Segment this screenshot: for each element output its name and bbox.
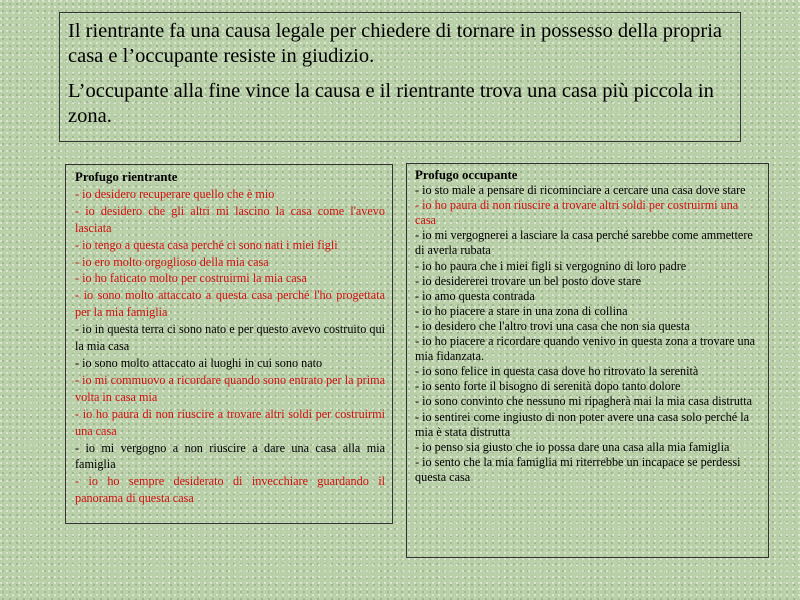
returning-refugee-statement: - io ho sempre desiderato di invecchiare guardando il panorama di questa casa: [75, 474, 385, 506]
intro-paragraph: L’occupante alla fine vince la causa e il rientrante trova una casa più piccola in zona.: [68, 80, 714, 127]
returning-refugee-title: Profugo rientrante: [75, 170, 178, 184]
occupying-refugee-statement: - io ho piacere a ricordare quando venivo in questa zona a trovare una mia fidanzata.: [415, 334, 756, 364]
intro-paragraph: Il rientrante fa una causa legale per chiedere di tornare in possesso della propria casa e l’occupante resiste in giudizio.: [68, 20, 722, 67]
occupying-refugee-statement: - io penso sia giusto che io possa dare una casa alla mia famiglia: [415, 439, 730, 454]
returning-refugee-statement: - io desidero recuperare quello che è mio: [75, 186, 275, 201]
returning-refugee-statement: - io ho faticato molto per costruirmi la mia casa: [75, 271, 307, 286]
occupying-refugee-statement: - io desidererei trovare un bel posto dove stare: [415, 273, 642, 288]
returning-refugee-statement: - io sono molto attaccato a questa casa perché l'ho progettata per la mia famiglia: [75, 288, 385, 320]
returning-refugee-statement: - io ho paura di non riuscire a trovare altri soldi per costruirmi una casa: [75, 406, 385, 438]
occupying-refugee-statement: - io amo questa contrada: [415, 288, 535, 303]
occupying-refugee-box: [406, 163, 769, 558]
returning-refugee-statement: - io in questa terra ci sono nato e per questo avevo costruito qui la mia casa: [75, 322, 385, 354]
returning-refugee-box: [65, 164, 393, 524]
returning-refugee-statement: - io tengo a questa casa perché ci sono nati i miei figli: [75, 237, 338, 252]
occupying-refugee-statement: - io sono convinto che nessuno mi ripagherà mai la mia casa distrutta: [415, 394, 753, 409]
occupying-refugee-statement: - io desidero che l'altro trovi una casa che non sia questa: [415, 318, 690, 333]
returning-refugee-statement: - io ero molto orgoglioso della mia casa: [75, 254, 269, 269]
occupying-refugee-statement: - io sto male a pensare di ricominciare a cercare una casa dove stare: [415, 183, 746, 198]
occupying-refugee-statement: - io sono felice in questa casa dove ho ritrovato la serenità: [415, 364, 699, 379]
intro-box: [59, 12, 741, 142]
occupying-refugee-statement: - io sento forte il bisogno di serenità dopo tanto dolore: [415, 379, 681, 394]
occupying-refugee-statement: - io mi vergognerei a lasciare la casa perché sarebbe come ammettere di averla rubata: [415, 228, 753, 258]
occupying-refugee-statement: - io ho paura di non riuscire a trovare altri soldi per costruirmi una casa: [415, 198, 739, 228]
returning-refugee-statement: - io sono molto attaccato ai luoghi in cui sono nato: [75, 355, 323, 370]
occupying-refugee-statement: - io ho piacere a stare in una zona di collina: [415, 303, 628, 318]
returning-refugee-statement: - io mi commuovo a ricordare quando sono entrato per la prima volta in casa mia: [75, 372, 385, 404]
returning-refugee-statement: - io desidero che gli altri mi lascino la casa come l'avevo lasciata: [75, 203, 385, 235]
occupying-refugee-statement: - io sentirei come ingiusto di non poter avere una casa solo perché la mia è stata distrutta: [415, 409, 750, 439]
occupying-refugee-statement: - io sento che la mia famiglia mi riterrebbe un incapace se perdessi questa casa: [415, 454, 741, 484]
returning-refugee-statement: - io mi vergogno a non riuscire a dare una casa alla mia famiglia: [75, 440, 385, 472]
occupying-refugee-title: Profugo occupante: [415, 168, 518, 182]
occupying-refugee-statement: - io ho paura che i miei figli si vergognino di loro padre: [415, 258, 687, 273]
